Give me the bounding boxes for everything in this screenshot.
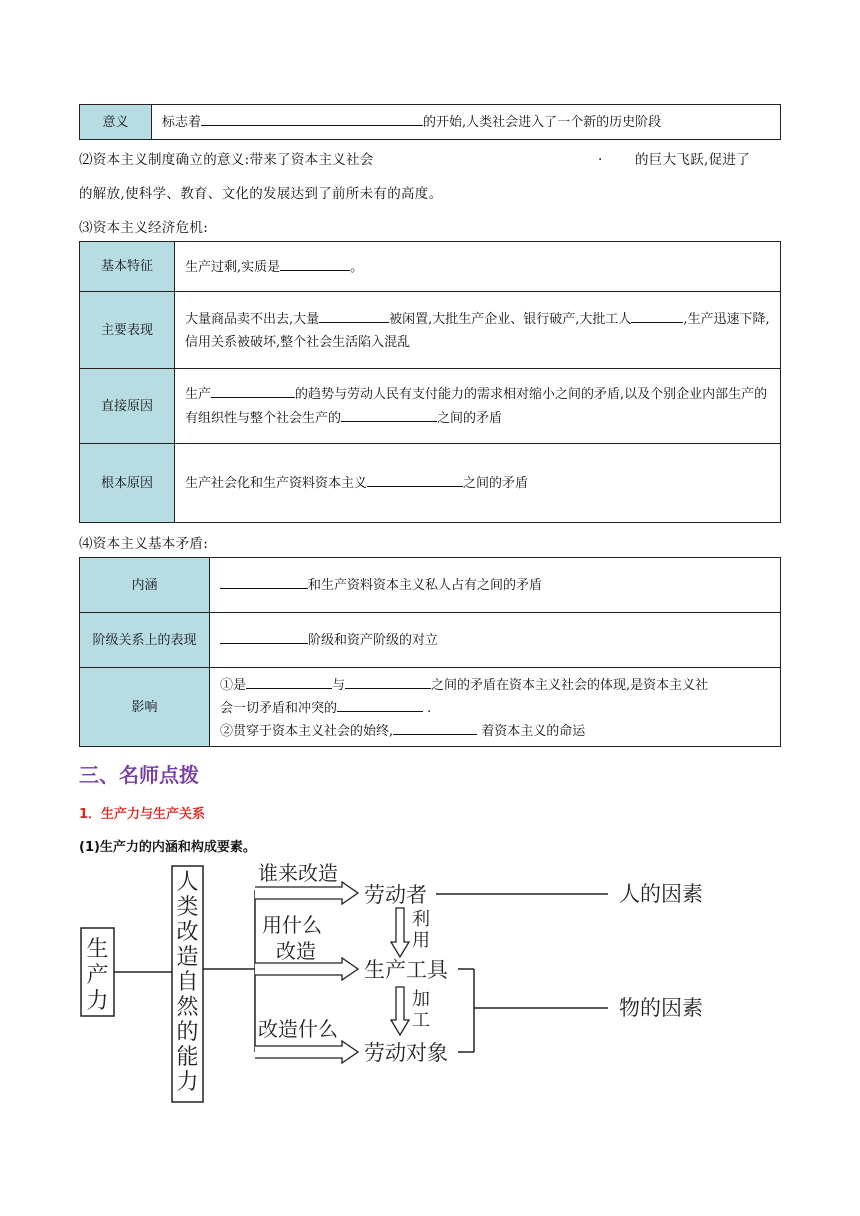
contradiction-impact-body: ①是 与 之间的矛盾在资本主义社会的体现,是资本主义社 会一切矛盾和冲突的 . ②贯穿于资本主义社会的始终, 着资本主义的命运 [210,668,781,747]
label-who-transforms: 谁来改造 [258,861,338,885]
crisis-root-cause-body: 生产社会化和生产资料资本主义 之间的矛盾 [175,444,781,523]
subsection-title: 1．生产力与生产关系 [79,807,206,822]
meaning-head: 意义 [80,105,152,140]
process-label-char: 工 [412,1010,430,1031]
crisis-symptom-head: 主要表现 [80,292,175,369]
contradiction-impact-head: 影响 [80,668,210,747]
para-4-heading: ⑷资本主义基本矛盾: [79,536,209,552]
human-factor: 人的因素 [619,882,703,906]
crisis-symptom-body: 大量商品卖不出去,大量 被闲置,大批生产企业、银行破产,大批工人 ,生产迅速下降,信用关系被破坏,整个社会生活陷入混乱 [175,292,781,369]
use-label-char: 用 [412,930,430,951]
capacity-char: 力 [176,1070,199,1095]
capacity-char: 类 [176,895,199,920]
productivity-char-2: 力 [86,989,109,1014]
arrow-who [255,882,358,904]
crisis-root-cause-head: 根本原因 [80,444,175,523]
crisis-feature-head: 基本特征 [80,242,175,292]
contradiction-meaning-body: 和生产资料资本主义私人占有之间的矛盾 [210,558,781,613]
crisis-feature-body: 生产过剩,实质是 。 [175,242,781,292]
capacity-char: 的 [176,1020,199,1045]
productivity-char-0: 生 [86,937,109,962]
capacity-char: 自 [176,970,199,995]
capacity-char: 人 [176,870,199,895]
label-with-what-1: 用什么 [262,913,322,937]
arrow-use [391,908,409,957]
contradiction-class-body: 阶级和资产阶级的对立 [210,613,781,668]
arrow-what [255,1041,358,1063]
node-tools: 生产工具 [364,958,448,982]
capacity-char: 改 [176,920,199,945]
node-laborer: 劳动者 [364,883,427,907]
para-3-heading: ⑶资本主义经济危机: [79,220,209,236]
crisis-direct-cause-body: 生产 的趋势与劳动人民有支付能力的需求相对缩小之间的矛盾,以及个别企业内部生产的有组织性与整个社会生产的 之间的矛盾 [175,369,781,444]
arrow-process [391,987,409,1035]
meaning-body: 标志着 的开始,人类社会进入了一个新的历史阶段 [152,105,781,140]
label-transforms-what: 改造什么 [258,1017,338,1041]
capacity-char: 造 [176,945,199,970]
capacity-char: 然 [176,995,199,1020]
crisis-direct-cause-head: 直接原因 [80,369,175,444]
capacity-char: 能 [176,1045,199,1070]
para-2-line-1: ⑵资本主义制度确立的意义:带来了资本主义社会 . 的巨大飞跃,促进了 [79,148,750,168]
material-factor: 物的因素 [619,996,703,1020]
subsection-1-1-title: (1)生产力的内涵和构成要素。 [79,840,256,855]
para-2-line-2: 的解放,使科学、教育、文化的发展达到了前所未有的高度。 [79,186,443,202]
contradiction-class-head: 阶级关系上的表现 [80,613,210,668]
productivity-char-1: 产 [86,963,109,988]
node-labor-object: 劳动对象 [364,1041,448,1065]
use-label-char: 利 [412,909,430,930]
contradiction-meaning-head: 内涵 [80,558,210,613]
section-title: 三、名师点拨 [79,763,199,787]
label-with-what-2: 改造 [276,939,316,963]
process-label-char: 加 [412,989,430,1010]
